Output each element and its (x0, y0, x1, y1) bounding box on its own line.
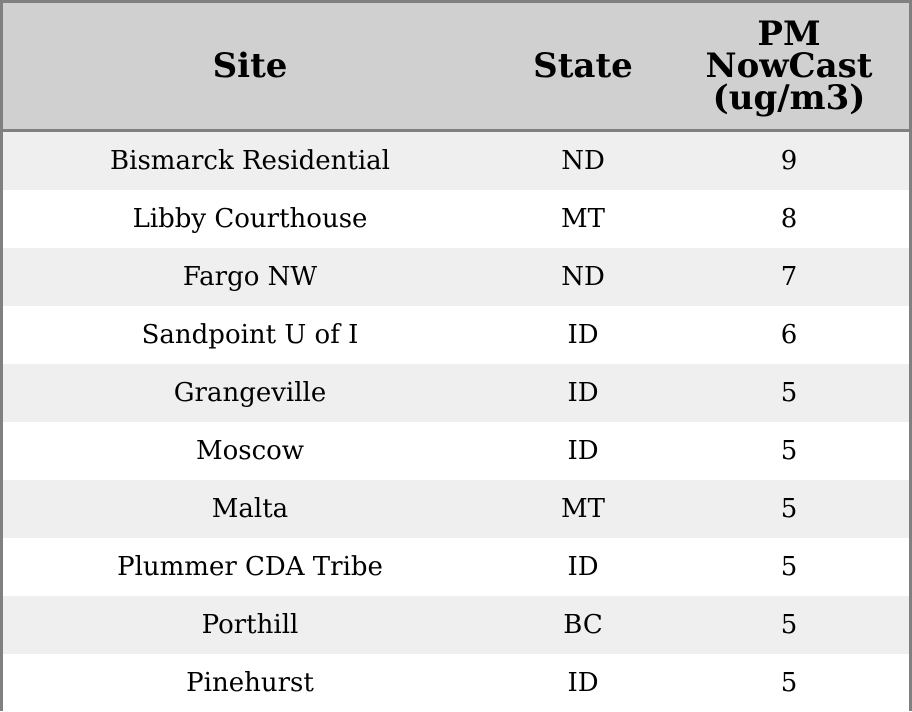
table-row (3, 132, 909, 190)
table-body (3, 132, 909, 708)
cell-state: ID (567, 436, 599, 466)
cell-state: ID (567, 668, 599, 698)
cell-pm: 5 (780, 494, 798, 524)
cell-pm: 7 (780, 262, 798, 292)
table-row (3, 596, 909, 654)
cell-pm: 5 (780, 668, 798, 698)
cell-site: Sandpoint U of I (141, 320, 359, 350)
cell-pm: 9 (780, 146, 798, 176)
cell-state: ID (567, 552, 599, 582)
cell-site: Malta (211, 494, 289, 524)
cell-pm: 5 (780, 378, 798, 408)
cell-site: Moscow (195, 436, 305, 466)
table-row (3, 422, 909, 480)
table-row (3, 248, 909, 306)
cell-pm: 5 (780, 552, 798, 582)
header-site[interactable]: Site (212, 46, 288, 86)
cell-pm: 5 (780, 436, 798, 466)
table-row (3, 654, 909, 712)
header-state[interactable]: State (533, 46, 633, 86)
cell-site: Fargo NW (182, 262, 318, 292)
table-row (3, 538, 909, 596)
cell-site: Grangeville (173, 378, 327, 408)
header-pm-nowcast[interactable]: PM NowCast (ug/m3) (705, 14, 873, 118)
cell-state: MT (561, 204, 605, 234)
cell-state: ND (561, 146, 605, 176)
cell-site: Porthill (201, 610, 299, 640)
cell-state: MT (561, 494, 605, 524)
cell-state: ID (567, 378, 599, 408)
cell-pm: 8 (780, 204, 798, 234)
table-row (3, 306, 909, 364)
cell-site: Pinehurst (186, 668, 314, 698)
cell-state: ND (561, 262, 605, 292)
table-row (3, 480, 909, 538)
cell-site: Libby Courthouse (132, 204, 368, 234)
cell-pm: 6 (780, 320, 798, 350)
cell-pm: 5 (780, 610, 798, 640)
table-row (3, 190, 909, 248)
cell-site: Plummer CDA Tribe (117, 552, 383, 582)
table-header (3, 3, 909, 132)
cell-site: Bismarck Residential (110, 146, 390, 176)
cell-state: BC (563, 610, 603, 640)
cell-state: ID (567, 320, 599, 350)
table-row (3, 364, 909, 422)
